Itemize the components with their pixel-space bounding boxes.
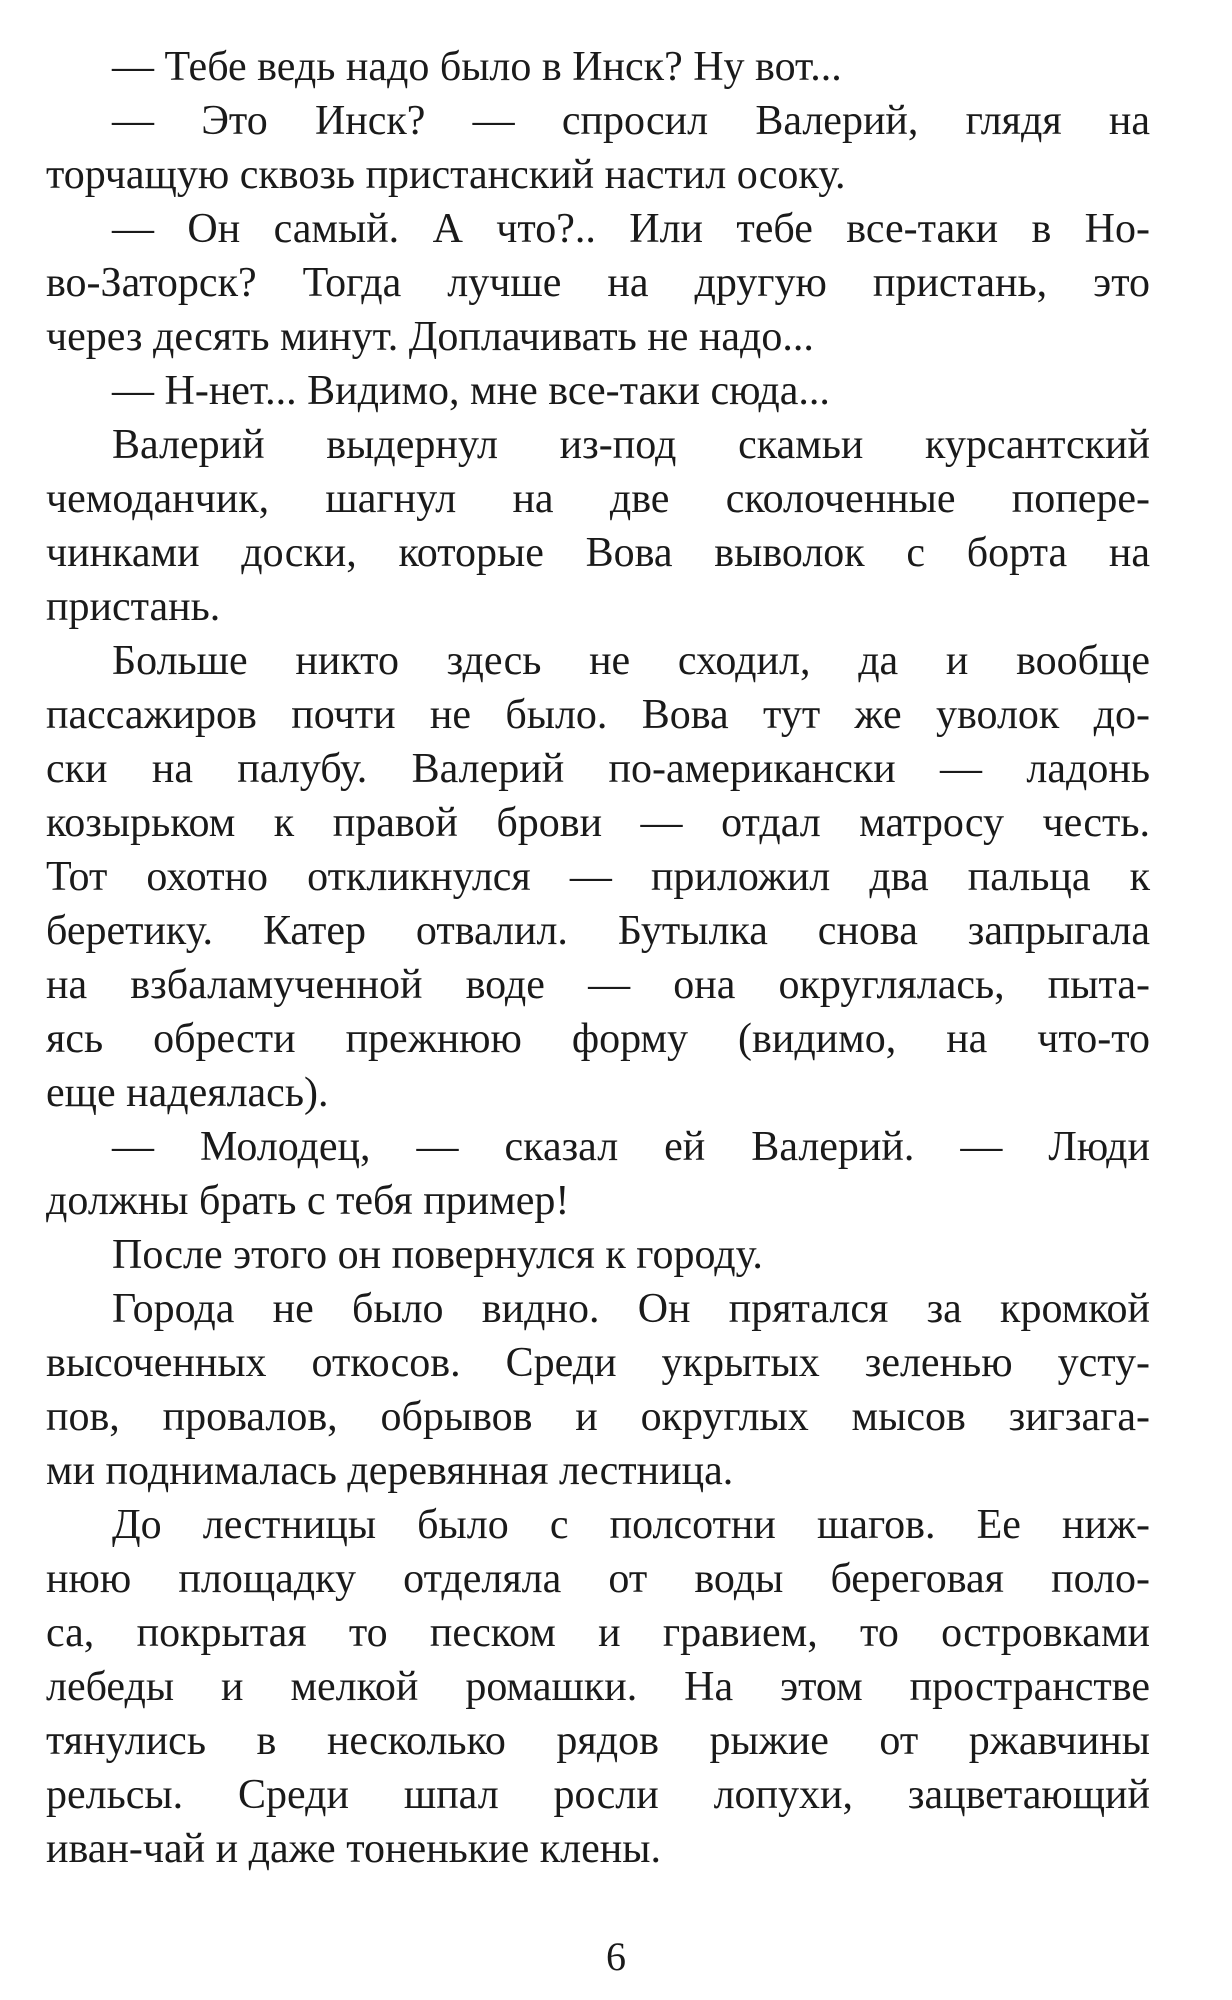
text-line: ски на палубу. Валерий по-американски — ладонь [46, 746, 1150, 792]
text-line: на взбаламученной воде — она округлялась, пыта- [46, 962, 1150, 1008]
text-line: — Тебе ведь надо было в Инск? Ну вот... [112, 44, 842, 90]
text-line: через десять минут. Доплачивать не надо... [46, 314, 814, 360]
text-line: пассажиров почти не было. Вова тут же уволок до- [46, 692, 1150, 738]
text-line: — Н-нет... Видимо, мне все-таки сюда... [112, 368, 830, 414]
text-line: во-Заторск? Тогда лучше на другую пристань, это [46, 260, 1150, 306]
text-line: должны брать с тебя пример! [46, 1178, 570, 1224]
paragraph [46, 634, 1150, 1120]
paragraph [46, 364, 1150, 418]
text-line: козырьком к правой брови — отдал матросу честь. [46, 800, 1150, 846]
text-line: чинками доски, которые Вова выволок с борта на [46, 530, 1150, 576]
text-line: беретику. Катер отвалил. Бутылка снова запрыгала [46, 908, 1150, 954]
text-line: чемоданчик, шагнул на две сколоченные попере- [46, 476, 1150, 522]
text-line: Тот охотно откликнулся — приложил два пальца к [46, 854, 1150, 900]
paragraph [46, 1282, 1150, 1498]
paragraph [46, 40, 1150, 94]
paragraph [46, 1120, 1150, 1228]
text-line: высоченных откосов. Среди укрытых зеленью усту- [46, 1340, 1150, 1386]
text-line: са, покрытая то песком и гравием, то островками [46, 1610, 1150, 1656]
paragraph [46, 418, 1150, 634]
text-line: лебеды и мелкой ромашки. На этом пространстве [46, 1664, 1150, 1710]
text-line: — Это Инск? — спросил Валерий, глядя на [112, 98, 1150, 144]
text-line: пов, провалов, обрывов и округлых мысов зигзага- [46, 1394, 1150, 1440]
text-line: Города не было видно. Он прятался за кромкой [112, 1286, 1150, 1332]
paragraph [46, 1228, 1150, 1282]
text-line: До лестницы было с полсотни шагов. Ее ниж- [112, 1502, 1150, 1548]
text-line: ясь обрести прежнюю форму (видимо, на что-то [46, 1016, 1150, 1062]
text-line: Валерий выдернул из-под скамьи курсантский [112, 422, 1150, 468]
text-line: пристань. [46, 584, 221, 630]
text-line: тянулись в несколько рядов рыжие от ржавчины [46, 1718, 1150, 1764]
text-line: рельсы. Среди шпал росли лопухи, зацветающий [46, 1772, 1150, 1818]
text-line: После этого он повернулся к городу. [112, 1232, 763, 1278]
paragraph [46, 94, 1150, 202]
text-line: — Молодец, — сказал ей Валерий. — Люди [112, 1124, 1150, 1170]
paragraph [46, 202, 1150, 364]
paragraph [46, 1498, 1150, 1876]
text-line: Больше никто здесь не сходил, да и вообще [112, 638, 1150, 684]
text-line: ми поднималась деревянная лестница. [46, 1448, 734, 1494]
text-line: иван-чай и даже тоненькие клены. [46, 1826, 661, 1872]
page-number: 6 [606, 1934, 626, 1979]
book-page-text [46, 40, 1150, 1876]
text-line: торчащую сквозь пристанский настил осоку. [46, 152, 846, 198]
text-line: еще надеялась). [46, 1070, 329, 1116]
text-line: нюю площадку отделяла от воды береговая поло- [46, 1556, 1150, 1602]
text-line: — Он самый. А что?.. Или тебе все-таки в Но- [112, 206, 1150, 252]
